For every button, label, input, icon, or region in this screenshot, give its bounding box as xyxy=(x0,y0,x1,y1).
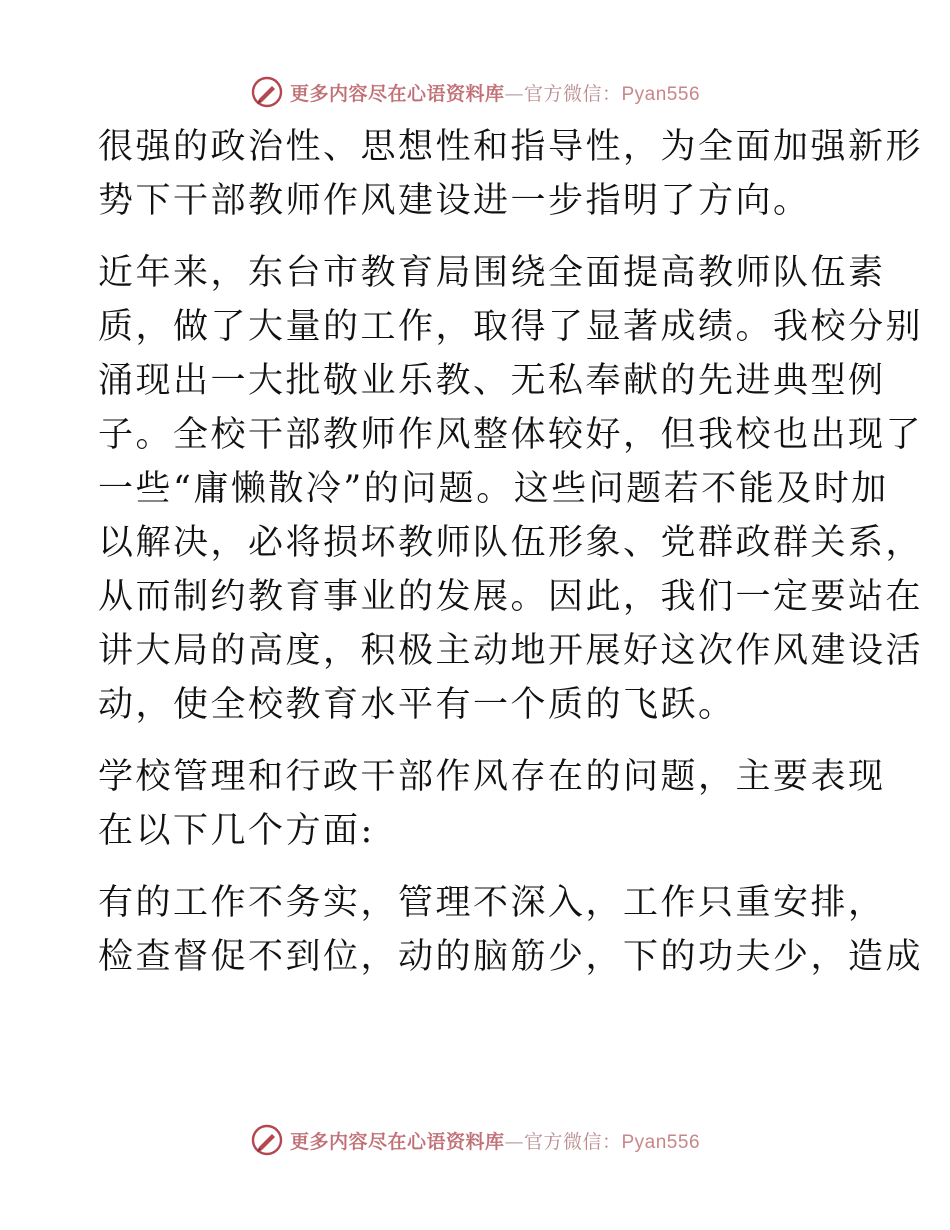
text-line: 质，做了大量的工作，取得了显著成绩。我校分别 xyxy=(98,307,924,347)
watermark-separator: — xyxy=(504,1130,524,1153)
document-body xyxy=(98,120,924,1002)
paragraph xyxy=(98,120,924,228)
text-line: 讲大局的高度，积极主动地开展好这次作风建设活 xyxy=(98,631,924,671)
text-line: 近年来，东台市教育局围绕全面提高教师队伍素 xyxy=(98,253,886,293)
text-line: 检查督促不到位，动的脑筋少，下的功夫少，造成 xyxy=(98,937,924,977)
watermark-brand: 更多内容尽在心语资料库 xyxy=(289,1130,505,1153)
text-line: 学校管理和行政干部作风存在的问题，主要表现 xyxy=(98,757,886,797)
paragraph xyxy=(98,876,924,984)
text-line: 子。全校干部教师作风整体较好，但我校也出现了 xyxy=(98,415,924,455)
footer-watermark xyxy=(0,1120,950,1160)
watermark-account: Pyan556 xyxy=(621,1131,701,1153)
watermark-brand: 更多内容尽在心语资料库 xyxy=(289,82,505,105)
watermark-text xyxy=(290,79,700,106)
paragraph xyxy=(98,750,886,858)
text-line: 涌现出一大批敬业乐教、无私奉献的先进典型例 xyxy=(98,361,886,401)
watermark-account: Pyan556 xyxy=(621,83,701,105)
watermark-label: 官方微信： xyxy=(523,1130,622,1153)
header-watermark xyxy=(0,72,950,112)
watermark-separator: — xyxy=(504,82,524,105)
text-line: 在以下几个方面: xyxy=(98,811,375,851)
pen-logo-icon xyxy=(250,1123,284,1157)
text-line: 以解决，必将损坏教师队伍形象、党群政群关系， xyxy=(98,523,924,563)
text-line: 势下干部教师作风建设进一步指明了方向。 xyxy=(98,181,811,221)
text-line: 动，使全校教育水平有一个质的飞跃。 xyxy=(98,685,736,725)
pen-logo-icon xyxy=(250,75,284,109)
watermark-label: 官方微信： xyxy=(523,82,622,105)
paragraph xyxy=(98,246,924,732)
text-line: 从而制约教育事业的发展。因此，我们一定要站在 xyxy=(98,577,924,617)
text-line: 有的工作不务实，管理不深入，工作只重安排， xyxy=(98,883,886,923)
watermark-text xyxy=(290,1127,700,1154)
text-line: 一些“庸懒散冷”的问题。这些问题若不能及时加 xyxy=(98,469,889,509)
text-line: 很强的政治性、思想性和指导性，为全面加强新形 xyxy=(98,127,924,167)
